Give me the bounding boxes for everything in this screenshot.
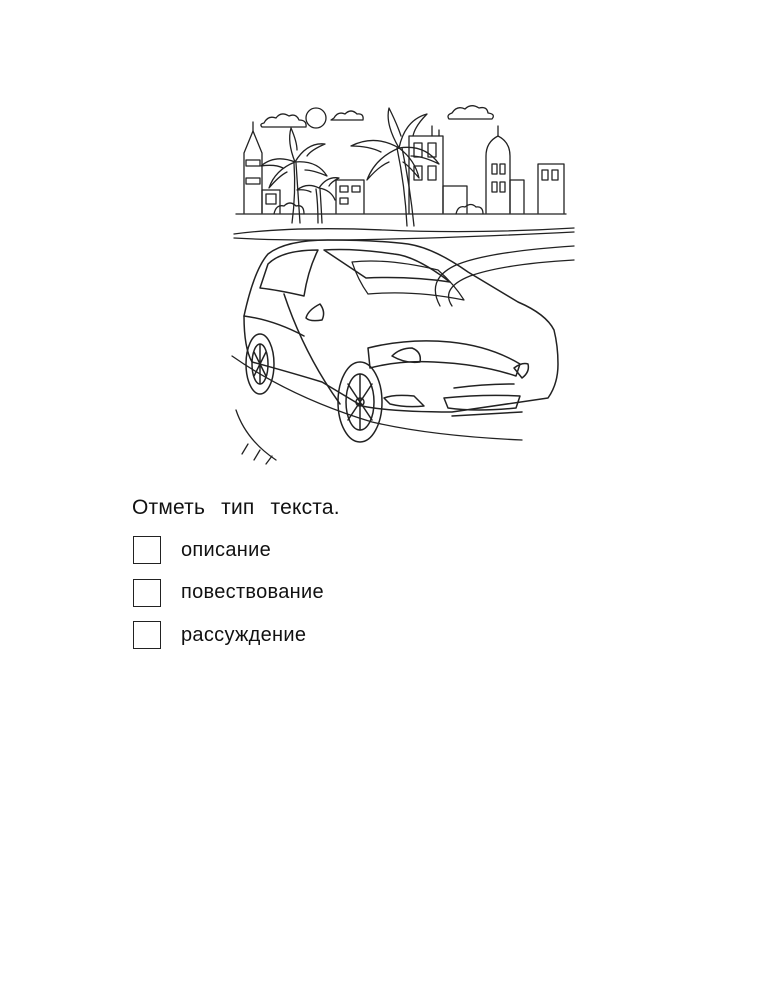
option-reasoning[interactable]: [133, 620, 324, 650]
task-question: Отметь тип текста.: [132, 496, 340, 519]
option-narration[interactable]: [133, 578, 324, 608]
option-label: повествование: [181, 581, 324, 603]
sun-icon: [306, 108, 326, 128]
car-city-illustration: [224, 98, 580, 470]
palm-tree-icon: [261, 108, 439, 226]
cloud-icon: [261, 106, 493, 127]
option-label: описание: [181, 538, 271, 561]
option-label: рассуждение: [181, 623, 307, 646]
car-icon: [244, 240, 558, 442]
checkbox-description[interactable]: [133, 536, 161, 564]
checkbox-reasoning[interactable]: [133, 621, 161, 649]
checkbox-narration[interactable]: [133, 579, 161, 607]
option-description[interactable]: [133, 535, 324, 565]
answer-options: [133, 535, 324, 663]
